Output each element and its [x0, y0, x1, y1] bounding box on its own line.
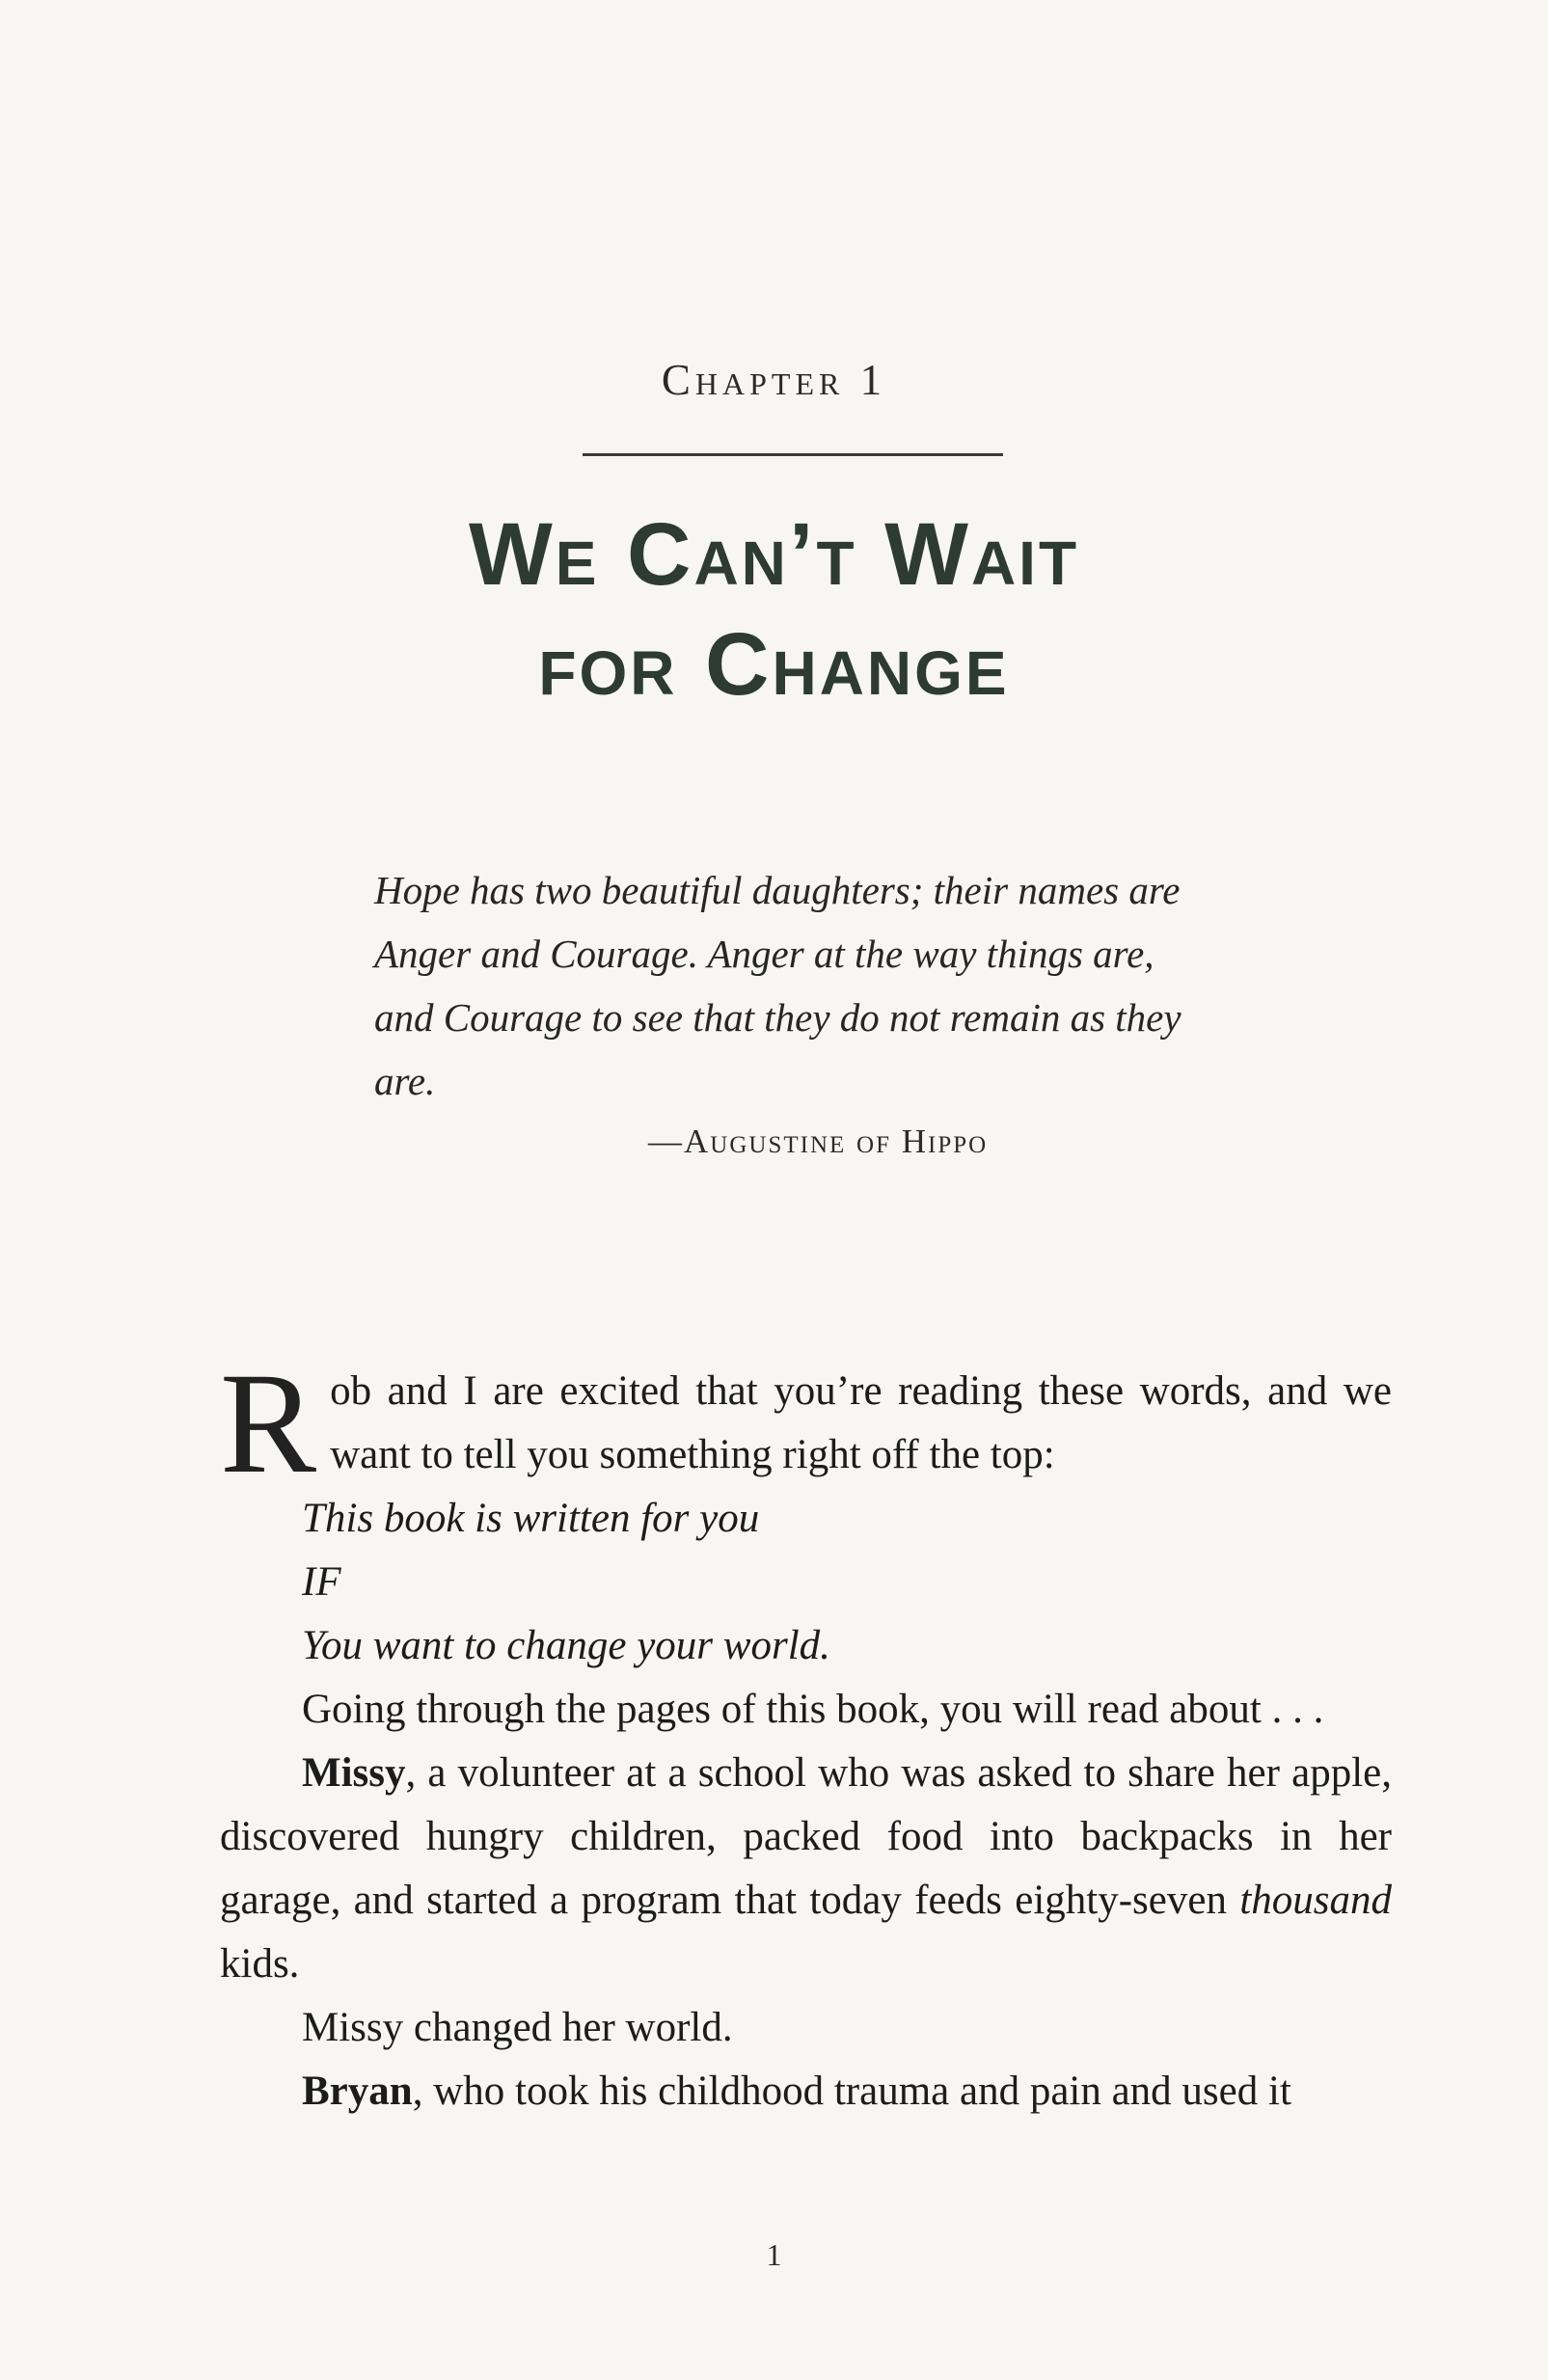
missy-name: Missy [302, 1750, 406, 1796]
chapter-title-line-1: We Can’t Wait [468, 505, 1080, 604]
missy-result: Missy changed her world. [302, 2005, 733, 2050]
opening-paragraph [220, 1343, 1392, 1503]
line-change-world: You want to change your world. [302, 1623, 830, 1668]
missy-emphasis: thousand [1239, 1878, 1392, 1923]
chapter-title-line-2: for Change [538, 615, 1010, 714]
bryan-name: Bryan [302, 2069, 413, 2114]
page-number: 1 [766, 2237, 782, 2272]
bryan-paragraph [220, 2060, 1392, 2123]
chapter-title [0, 500, 1548, 719]
epigraph-attribution: —Augustine of Hippo [648, 1122, 989, 1160]
epigraph-text: Hope has two beautiful daughters; their names are Anger and Courage. Anger at the way things are, and Courage to see that they do not remain as they are. [374, 868, 1181, 1103]
line-written-for-you: This book is written for you [302, 1496, 760, 1541]
body-text [220, 1343, 1392, 2123]
chapter-label: Chapter 1 [661, 356, 887, 404]
missy-text-b: kids. [220, 1941, 300, 1987]
missy-text-a: , a volunteer at a school who was asked to share her apple, discovered hungry children, packed food into backpacks in her garage, and started a program that today feeds eighty-seven [220, 1750, 1392, 1923]
line-going-through: Going through the pages of this book, you will read about . . . [302, 1687, 1324, 1732]
title-divider [583, 453, 1003, 456]
line-if: IF [302, 1559, 341, 1605]
bryan-text: , who took his childhood trauma and pain and used it [412, 2069, 1291, 2114]
drop-cap: R [220, 1343, 317, 1503]
missy-paragraph [220, 1742, 1392, 1996]
epigraph [374, 858, 1223, 1113]
opening-text: ob and I are excited that you’re reading these words, and we want to tell you something right off the top: [330, 1368, 1392, 1477]
